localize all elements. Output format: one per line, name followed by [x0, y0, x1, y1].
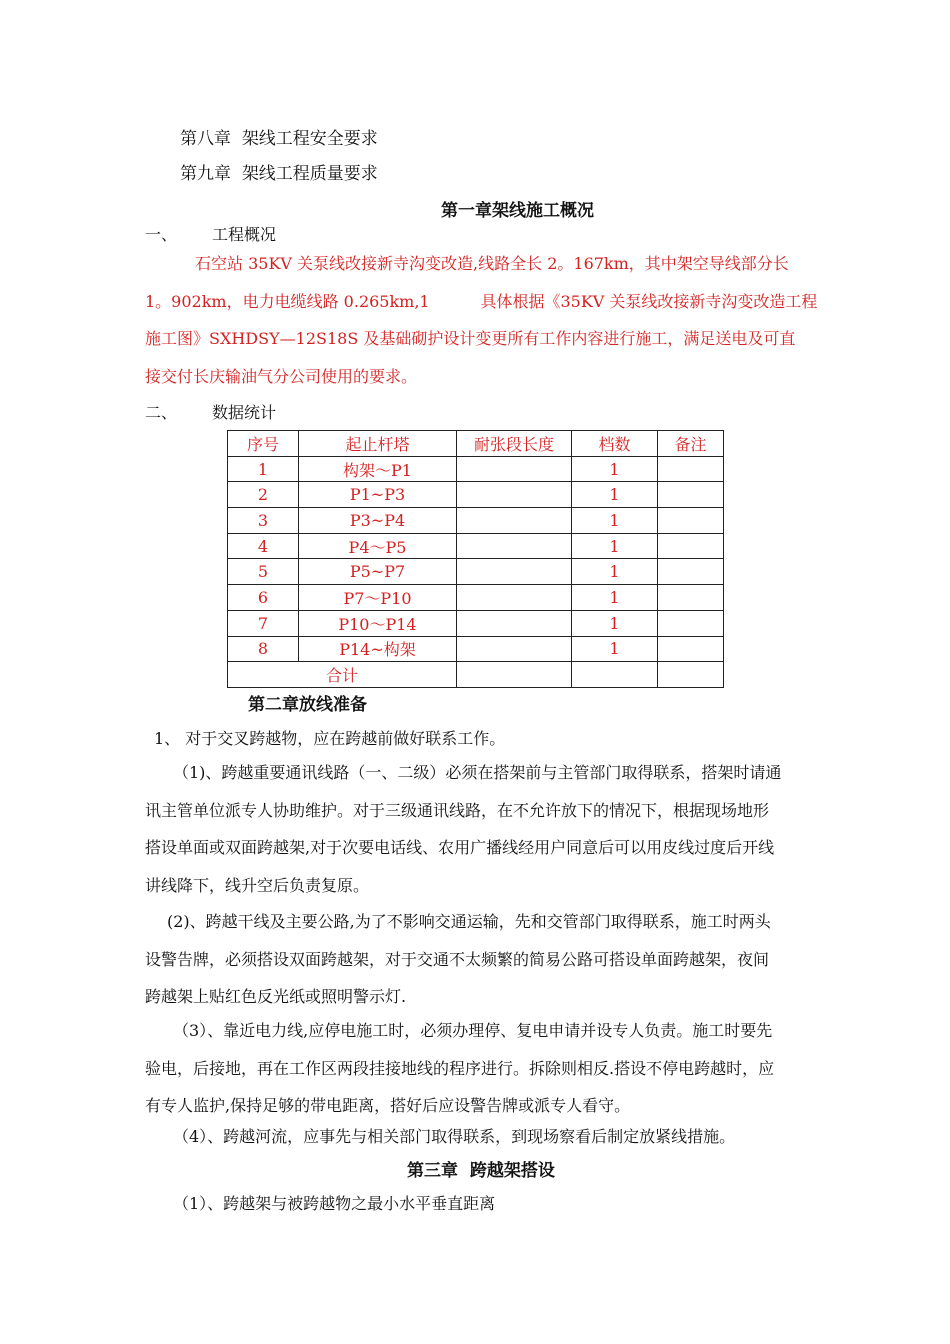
chapter2-paragraph-4	[145, 1118, 810, 1156]
header-cell: 备注	[658, 431, 724, 457]
cell-no: 3	[228, 508, 299, 534]
paragraph-line: （3）、靠近电力线,应停电施工时，必须办理停、复电申请并设专人负责。施工时要先	[173, 1021, 773, 1040]
cell-span: 构架～P1	[299, 456, 457, 482]
paragraph-line: 搭设单面或双面跨越架,对于次要电话线、农用广播线经用户同意后可以用皮线过度后开线	[145, 838, 775, 857]
cell-count: 1	[572, 456, 658, 482]
total-label: 合计	[228, 662, 457, 688]
overview-line: 施工图》SXHDSY—12S18S 及基础砌护设计变更所有工作内容进行施工，满足送电及可直	[145, 329, 796, 348]
toc-item-chapter8[interactable]	[180, 124, 378, 149]
table-row	[228, 482, 724, 508]
chapter1-heading: 第一章架线施工概况	[441, 201, 594, 221]
total-count	[572, 662, 658, 688]
chapter2-paragraph-3	[145, 1012, 810, 1125]
cell-length	[457, 559, 572, 585]
section2-number: 二、	[145, 403, 178, 422]
table-row	[228, 559, 724, 585]
chapter2-item1: 1、 对于交叉跨越物，应在跨越前做好联系工作。	[154, 729, 506, 748]
table-total-row	[228, 662, 724, 688]
header-cell: 序号	[228, 431, 299, 457]
cell-no: 1	[228, 456, 299, 482]
paragraph-line: 有专人监护,保持足够的带电距离，搭好后应设警告牌或派专人看守。	[145, 1096, 631, 1115]
table-row	[228, 636, 724, 662]
paragraph-line: 设警告牌，必须搭设双面跨越架，对于交通不太频繁的简易公路可搭设单面跨越架，夜间	[145, 949, 770, 969]
cell-note	[658, 533, 724, 559]
paragraph-line: (2)、跨越干线及主要公路,为了不影响交通运输，先和交管部门取得联系，施工时两头	[167, 912, 771, 931]
cell-count: 1	[572, 610, 658, 636]
overview-line: 1。902km，电力电缆线路 0.265km,1 具体根据《35KV 关泵线改接新寺沟变改造工程	[145, 291, 818, 311]
cell-count: 1	[572, 533, 658, 559]
toc-chapter-number: 第八章	[180, 129, 231, 149]
total-note	[658, 662, 724, 688]
cell-span: P7～P10	[299, 585, 457, 611]
cell-no: 2	[228, 482, 299, 508]
cell-span: P4～P5	[299, 533, 457, 559]
cell-note	[658, 482, 724, 508]
cell-length	[457, 533, 572, 559]
cell-span: P3~P4	[299, 508, 457, 534]
paragraph-line: 跨越架上贴红色反光纸或照明警示灯.	[145, 987, 407, 1006]
cell-no: 8	[228, 636, 299, 662]
cell-length	[457, 482, 572, 508]
toc-chapter-number: 第九章	[180, 164, 231, 184]
overview-line: 接交付长庆输油气分公司使用的要求。	[145, 366, 418, 386]
table-row	[228, 585, 724, 611]
paragraph-line: 讲线降下，线升空后负责复原。	[145, 875, 370, 895]
span-statistics-table	[227, 430, 724, 688]
paragraph-line: （4）、跨越河流，应事先与相关部门取得联系，到现场察看后制定放紧线措施。	[173, 1127, 736, 1146]
paragraph-line: （1)、跨越重要通讯线路（一、二级）必须在搭架前与主管部门取得联系，搭架时请通	[173, 763, 782, 782]
cell-length	[457, 636, 572, 662]
overview-paragraph	[145, 245, 818, 395]
table-row	[228, 533, 724, 559]
cell-length	[457, 456, 572, 482]
table-header-row	[228, 431, 724, 457]
cell-count: 1	[572, 559, 658, 585]
header-cell: 耐张段长度	[457, 431, 572, 457]
paragraph-line: 验电，后接地，再在工作区两段挂接地线的程序进行。拆除则相反.搭设不停电跨越时，应	[145, 1058, 775, 1078]
cell-span: P1~P3	[299, 482, 457, 508]
chapter3-heading: 第三章 跨越架搭设	[407, 1161, 555, 1181]
toc-chapter-title: 架线工程安全要求	[241, 129, 378, 149]
table-row	[228, 610, 724, 636]
toc-item-chapter9[interactable]	[180, 159, 378, 184]
cell-span: P10～P14	[299, 610, 457, 636]
paragraph-line: 讯主管单位派专人协助维护。对于三级通讯线路，在不允许放下的情况下，根据现场地形	[145, 800, 770, 820]
header-cell: 起止杆塔	[299, 431, 457, 457]
cell-note	[658, 585, 724, 611]
cell-count: 1	[572, 482, 658, 508]
toc-chapter-title: 架线工程质量要求	[241, 164, 378, 184]
cell-note	[658, 508, 724, 534]
cell-span: P5~P7	[299, 559, 457, 585]
cell-length	[457, 610, 572, 636]
cell-note	[658, 559, 724, 585]
cell-count: 1	[572, 636, 658, 662]
cell-count: 1	[572, 508, 658, 534]
section2-title: 数据统计	[212, 403, 277, 422]
section1-number: 一、	[145, 225, 178, 244]
section1-title: 工程概况	[212, 225, 277, 244]
cell-note	[658, 636, 724, 662]
cell-length	[457, 508, 572, 534]
table-row	[228, 508, 724, 534]
header-cell: 档数	[572, 431, 658, 457]
overview-line: 石空站 35KV 关泵线改接新寺沟变改造,线路全长 2。167km，其中架空导线部分长	[195, 254, 789, 273]
chapter2-heading: 第二章放线准备	[248, 695, 367, 715]
cell-length	[457, 585, 572, 611]
chapter3-paragraph-1: （1）、跨越架与被跨越物之最小水平垂直距离	[173, 1194, 496, 1213]
chapter2-paragraph-1	[145, 754, 810, 904]
chapter2-paragraph-2	[145, 903, 810, 1016]
cell-no: 7	[228, 610, 299, 636]
cell-no: 6	[228, 585, 299, 611]
cell-note	[658, 456, 724, 482]
cell-count: 1	[572, 585, 658, 611]
cell-no: 5	[228, 559, 299, 585]
cell-no: 4	[228, 533, 299, 559]
total-length	[457, 662, 572, 688]
cell-span: P14~构架	[299, 636, 457, 662]
cell-note	[658, 610, 724, 636]
table-row	[228, 456, 724, 482]
